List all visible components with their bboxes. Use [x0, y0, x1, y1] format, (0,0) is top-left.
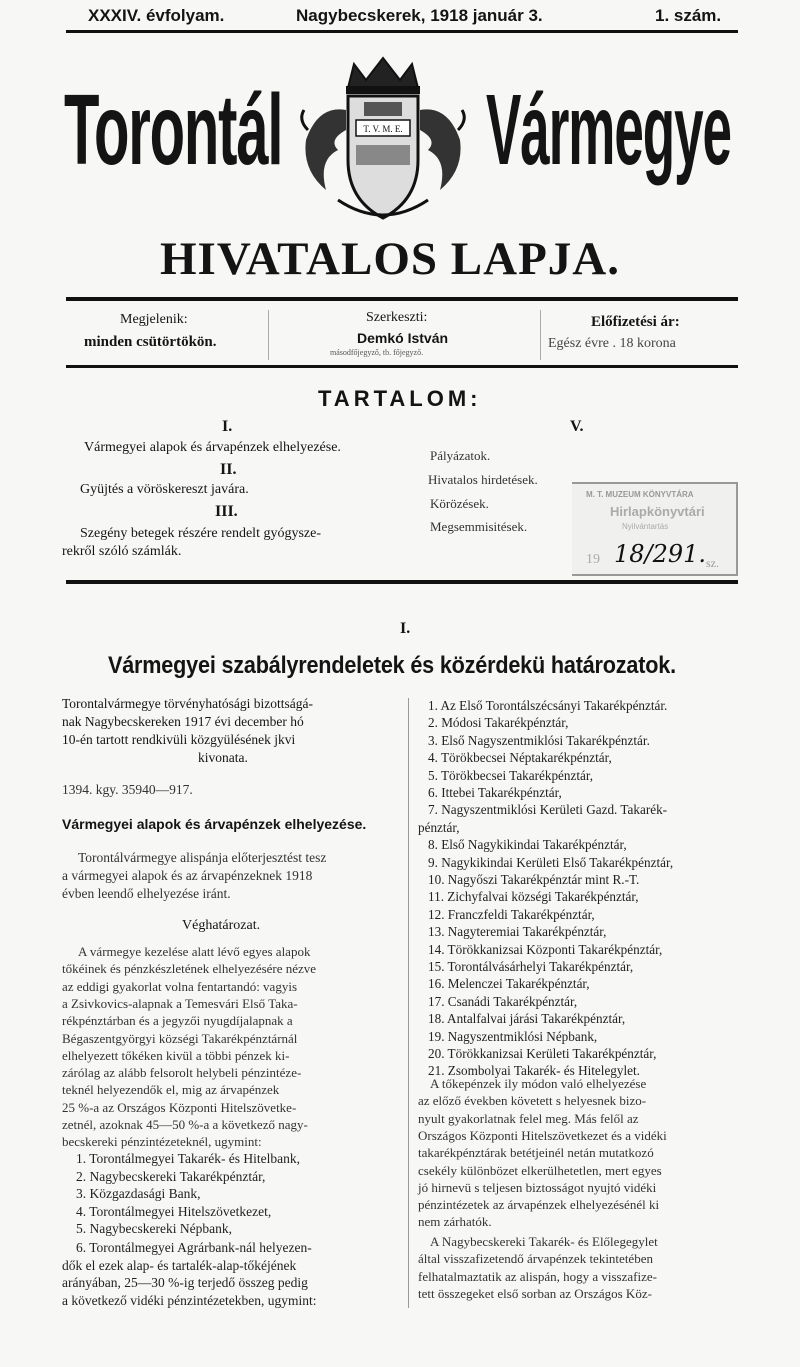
toc-section-3-text-1: Szegény betegek részére rendelt gyógysze- — [80, 526, 321, 541]
list-b-item: 2. Módosi Takarékpénztár, — [428, 715, 569, 731]
toc-heading: TARTALOM: — [318, 386, 482, 411]
editor-role: másodfőjegyző, tb. főjegyző. — [330, 348, 424, 357]
para3-line: arányában, 25—30 %-ig terjedő összeg pedig — [62, 1275, 308, 1290]
toc-section-3-num: III. — [215, 503, 238, 520]
para2-line: Bégaszentgyörgyi községi Takarékpénztárnál — [62, 1030, 298, 1046]
para2-line: az eddigi gyakorlat volna fentartandó: vagyis — [62, 978, 298, 994]
header-rule — [66, 30, 738, 33]
para5-line: tett összegeket első sorban az Országos Köz- — [418, 1285, 652, 1301]
list-b-item: 14. Törökkanizsai Központi Takarékpénztár, — [428, 941, 663, 957]
info-rule-bottom — [66, 365, 738, 368]
subhead: Vármegyei alapok és árvapénzek elhelyezése. — [62, 816, 367, 832]
stamp-line-1: M. T. MUZEUM KÖNYVTÁRA — [586, 490, 694, 499]
para2-line: A vármegye kezelése alatt lévő egyes alapok — [78, 944, 311, 959]
list-a-item: 1. Torontálmegyei Takarék- és Hitelbank, — [76, 1151, 301, 1166]
list-a-item: 5. Nagybecskereki Népbank, — [76, 1221, 232, 1236]
stamp-line-2: Hirlapkönyvtári — [610, 504, 705, 519]
stamp-number: 18/291. — [614, 540, 707, 568]
para4-line: nyult gyakorlatnak felel meg. Más felől az — [418, 1110, 639, 1126]
para3-line: a következő vidéki pénzintézetekben, ugymint: — [62, 1292, 317, 1308]
list-b-item: 6. Ittebei Takarékpénztár, — [428, 785, 562, 800]
issue-number: 1. szám. — [655, 6, 722, 25]
toc-section-3-text-2: rekről szóló számlák. — [62, 544, 182, 559]
subscription-value: Egész évre . 18 korona — [548, 336, 676, 351]
toc-rule-bottom — [66, 580, 738, 584]
info-divider-left — [268, 310, 269, 360]
intro-line-3: 10-én tartott rendkivüli közgyülésének jkvi — [62, 732, 296, 747]
para5-line: által visszafizetendő árvapénzek tekintetében — [418, 1251, 653, 1267]
list-b-item: 5. Törökbecsei Takarékpénztár, — [428, 767, 594, 783]
list-b-item: 18. Antalfalvai járási Takarékpénztár, — [428, 1011, 626, 1027]
list-b-item: 1. Az Első Torontálszécsányi Takarékpénztár. — [428, 698, 668, 713]
intro-line-1: Torontalvármegye törvényhatósági bizottságá- — [62, 696, 313, 711]
list-b-item: 9. Nagykikindai Kerületi Első Takarékpénztár, — [428, 854, 674, 870]
toc-item-korozesek: Körözések. — [430, 496, 489, 511]
list-b-item: 21. Zsombolyai Takarék- és Hitelegylet. — [428, 1063, 640, 1079]
toc-item-hirdetesek: Hivatalos hirdetések. — [428, 472, 538, 487]
toc-section-5-num: V. — [570, 418, 584, 435]
crest-label: T. V. M. E. — [363, 124, 403, 134]
para2-line: zárólag az alább felsorolt helybeli pénzintéze- — [62, 1065, 302, 1081]
list-b-item: 20. Törökkanizsai Kerületi Takarékpénztár, — [428, 1046, 657, 1061]
subscription-label: Előfizetési ár: — [591, 314, 680, 330]
info-divider-right — [540, 310, 541, 360]
list-b-item: 16. Melenczei Takarékpénztár, — [428, 976, 590, 992]
para2-line: becskereki pénzintézeteknél, ugymint: — [62, 1134, 262, 1150]
intro-line-2: nak Nagybecskereken 1917 évi december hó — [62, 714, 304, 729]
toc-section-2-num: II. — [220, 461, 237, 478]
para2-line: zetnél, azoknak 45—50 %-a a következő nagy- — [62, 1117, 308, 1132]
list-a-item: 4. Torontálmegyei Hitelszövetkezet, — [76, 1203, 272, 1219]
stamp-line-3: Nyilvántartás — [622, 522, 669, 531]
para4-line: csekély különbözet elkerülhetetlen, mert egyes — [418, 1162, 662, 1178]
para2-line: elhelyezett tőkéken kivül a többi pénzek ki- — [62, 1047, 290, 1063]
stamp-suffix: sz. — [706, 556, 719, 570]
list-b-item: 10. Nagyőszi Takarékpénztár mint R.-T. — [428, 872, 640, 887]
para4-line: pénzintézetek az árvapénzek elhelyezésénél ki — [418, 1197, 660, 1213]
place-date: Nagybecskerek, 1918 január 3. — [296, 6, 543, 25]
para4-line: jó hirnevü s teljesen biztosságot nyujtó vidéki — [418, 1179, 657, 1195]
column-divider — [408, 698, 409, 1308]
decision-heading: Véghatározat. — [182, 918, 261, 933]
para1-line-3: évben leendő elhelyezése iránt. — [62, 886, 231, 901]
info-rule-top — [66, 297, 738, 301]
list-b-item: 17. Csanádi Takarékpénztár, — [428, 993, 578, 1009]
list-b-item: 3. Első Nagyszentmiklósi Takarékpénztár. — [428, 732, 650, 748]
toc-section-2-text: Gyüjtés a vöröskereszt javára. — [80, 482, 249, 497]
para2-line: rékpénztárban és a jegyzői nyugdíjalapnak a — [62, 1013, 293, 1029]
list-b-item: 8. Első Nagykikindai Takarékpénztár, — [428, 837, 627, 853]
toc-item-megsemmisitesek: Megsemmisitések. — [430, 519, 528, 534]
list-b-item: 19. Nagyszentmiklósi Népbank, — [428, 1028, 598, 1044]
para1-line-1: Torontálvármegye alispánja előterjesztést tesz — [78, 850, 327, 865]
library-stamp — [572, 482, 738, 576]
list-b-item: 11. Zichyfalvai községi Takarékpénztár, — [428, 889, 639, 905]
list-b-item: 4. Törökbecsei Néptakarékpénztár, — [428, 750, 612, 766]
para2-line: a Zsivkovics-alapnak a Temesvári Első Taka- — [62, 995, 298, 1011]
intro-line-4: kivonata. — [198, 750, 248, 765]
list-b-item: 15. Torontálvásárhelyi Takarékpénztár, — [428, 959, 634, 974]
list-b-item: 7. Nagyszentmiklósi Kerületi Gazd. Takarék- — [428, 802, 668, 818]
para2-line: tőkéinek és pénzkészletének elhelyezésére nézve — [62, 961, 317, 977]
list-a-item: 3. Közgazdasági Bank, — [76, 1186, 201, 1201]
appears-value: minden csütörtökön. — [84, 334, 217, 350]
para3-line: dők el ezek alap- és tartalék-alap-tőkéjének — [62, 1257, 297, 1273]
article-section-num: I. — [400, 620, 411, 637]
toc-section-1-text: Vármegyei alapok és árvapénzek elhelyezése. — [84, 440, 341, 455]
article-title: Vármegyei szabályrendeletek és közérdekü határozatok. — [108, 652, 676, 679]
list-b-item: pénztár, — [418, 819, 460, 835]
list-a-item: 2. Nagybecskereki Takarékpénztár, — [76, 1168, 266, 1184]
toc-section-1-num: I. — [222, 418, 233, 435]
volume-label: XXXIV. évfolyam. — [88, 6, 225, 25]
para4-line: A tőkepénzek ily módon való elhelyezése — [430, 1076, 647, 1091]
reference-number: 1394. kgy. 35940—917. — [62, 782, 193, 797]
para2-line: 25 %-a az Országos Központi Hitelszövetke- — [62, 1099, 297, 1115]
editor-name: Demkó István — [357, 330, 449, 346]
para4-line: az előző években követett s helyesnek bizo- — [418, 1093, 647, 1109]
para3-line: 6. Torontálmegyei Agrárbank-nál helyezen- — [76, 1240, 312, 1255]
list-b-item: 13. Nagyteremiai Takarékpénztár, — [428, 924, 607, 940]
masthead-title-right: Vármegye — [486, 74, 731, 186]
para1-line-2: a vármegyei alapok és az árvapénzeknek 1918 — [62, 868, 313, 883]
para2-line: teknél helyezendők el, mig az árvapénzek — [62, 1082, 280, 1098]
para4-line: Országos Központi Hitelszövetkezet és a vidéki — [418, 1127, 667, 1143]
editor-label: Szerkeszti: — [366, 310, 428, 325]
stamp-year: 19 — [586, 552, 600, 567]
para4-line: nem zárhatók. — [418, 1214, 492, 1230]
para5-line: A Nagybecskereki Takarék- és Előlegegylet — [430, 1234, 658, 1249]
appears-label: Megjelenik: — [120, 312, 188, 327]
para5-line: felhatalmaztatik az alispán, hogy a visszafize- — [418, 1268, 657, 1284]
toc-item-palyazatok: Pályázatok. — [430, 448, 491, 463]
masthead-subtitle: HIVATALOS LAPJA. — [160, 233, 620, 285]
coat-of-arms-icon — [298, 50, 468, 230]
masthead-title-left: Torontál — [64, 74, 283, 186]
para4-line: takarékpénztárak betétjeinél netán mutatkozó — [418, 1145, 654, 1161]
list-b-item: 12. Franczfeldi Takarékpénztár, — [428, 906, 595, 922]
